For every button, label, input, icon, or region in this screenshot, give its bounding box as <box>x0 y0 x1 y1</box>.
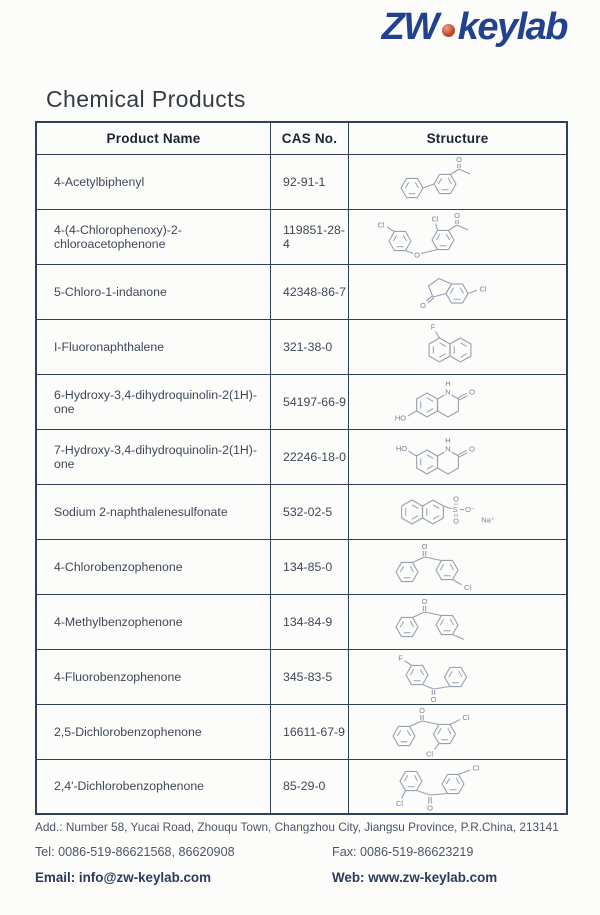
footer-tel-fax-row <box>35 845 575 859</box>
cas-number-cell: 134-84-9 <box>271 594 349 649</box>
table-header-row <box>36 122 567 154</box>
cas-number-cell: 119851-28-4 <box>271 209 349 264</box>
atom-label: O <box>413 250 420 259</box>
structure-cell <box>349 319 568 374</box>
table-row <box>36 319 567 374</box>
product-name-cell: 7-Hydroxy-3,4-dihydroquinolin-2(1H)-one <box>36 429 271 484</box>
product-name-cell: 4-(4-Chlorophenoxy)-2-chloroacetophenone <box>36 209 271 264</box>
table-row <box>36 704 567 759</box>
structure-cell <box>349 209 568 264</box>
atom-label: O <box>452 494 459 503</box>
footer-email: Email: info@zw-keylab.com <box>35 870 212 885</box>
page-title: Chemical Products <box>46 86 246 112</box>
structure-cell <box>349 594 568 649</box>
structure-sodium-2-naphthalenesulfonate-icon <box>352 486 564 538</box>
product-name-cell: 4-Acetylbiphenyl <box>36 154 271 209</box>
atom-label: O <box>418 705 425 715</box>
structure-4-chlorobenzophenone-icon <box>352 541 564 593</box>
cas-number-cell: 54197-66-9 <box>271 374 349 429</box>
atom-label: O <box>421 541 427 551</box>
structure-2,5-dichlorobenzophenone-icon <box>352 706 564 758</box>
table-row <box>36 539 567 594</box>
logo-text-zw: ZW <box>381 6 438 48</box>
footer-address: Add.: Number 58, Yucai Road, Zhouqu Town, Changzhou City, Jiangsu Province, P.R.China, 213141 <box>35 820 559 834</box>
atom-label: HO <box>395 443 407 453</box>
footer-tel: Tel: 0086-519-86621568, 86620908 <box>35 845 235 859</box>
atom-label: Cl <box>471 763 480 773</box>
structure-4-methylbenzophenone-icon <box>352 596 564 648</box>
column-header-product-name: Product Name <box>36 122 271 154</box>
cas-number-cell: 92-91-1 <box>271 154 349 209</box>
structure-1-fluoronaphthalene-icon <box>352 321 564 373</box>
atom-label: O <box>468 387 475 396</box>
cas-number-cell: 85-29-0 <box>271 759 349 814</box>
atom-label: F <box>430 322 435 331</box>
product-name-cell: 2,5-Dichlorobenzophenone <box>36 704 271 759</box>
structure-cell <box>349 429 568 484</box>
logo-dot-icon <box>442 24 455 37</box>
atom-label: O <box>452 516 459 525</box>
atom-label: Cl <box>425 749 433 758</box>
column-header-cas-no: CAS No. <box>271 122 349 154</box>
table-row <box>36 374 567 429</box>
table-row <box>36 649 567 704</box>
structure-4-acetylbiphenyl-icon <box>352 156 564 208</box>
structure-cell <box>349 484 568 539</box>
brand-logo <box>382 6 567 49</box>
footer-web: Web: www.zw-keylab.com <box>332 870 498 885</box>
footer-fax: Fax: 0086-519-86623219 <box>332 845 474 859</box>
atom-label: O <box>453 210 460 220</box>
structure-7-hydroxy-3,4-dihydroquinolin-2(1h)-one-icon <box>352 431 564 483</box>
atom-label: O⁻ <box>464 504 475 514</box>
table-row <box>36 759 567 814</box>
table-row <box>36 484 567 539</box>
atom-label: Cl <box>430 214 439 223</box>
structure-cell <box>349 759 568 814</box>
cas-number-cell: 345-83-5 <box>271 649 349 704</box>
structure-5-chloro-1-indanone-icon <box>352 266 564 318</box>
atom-label: Cl <box>376 220 385 229</box>
structure-4-(4-chlorophenoxy)-2-chloroacetophenone-icon <box>352 211 564 263</box>
product-name-cell: I-Fluoronaphthalene <box>36 319 271 374</box>
structure-6-hydroxy-3,4-dihydroquinolin-2(1h)-one-icon <box>352 376 564 428</box>
atom-label: Cl <box>463 582 471 592</box>
table-row <box>36 594 567 649</box>
cas-number-cell: 16611-67-9 <box>271 704 349 759</box>
structure-cell <box>349 539 568 594</box>
atom-label: O <box>426 803 433 813</box>
logo-text-keylab: keylab <box>457 6 567 48</box>
column-header-structure: Structure <box>349 122 568 154</box>
cas-number-cell: 532-02-5 <box>271 484 349 539</box>
products-table <box>35 121 568 815</box>
structure-2,4'-dichlorobenzophenone-icon <box>352 760 564 812</box>
cas-number-cell: 42348-86-7 <box>271 264 349 319</box>
structure-4-fluorobenzophenone-icon <box>352 651 564 703</box>
table-row <box>36 264 567 319</box>
atom-label: O <box>455 155 462 164</box>
atom-label: N <box>444 387 451 396</box>
product-name-cell: 2,4'-Dichlorobenzophenone <box>36 759 271 814</box>
product-name-cell: 4-Fluorobenzophenone <box>36 649 271 704</box>
structure-cell <box>349 154 568 209</box>
atom-label: HO <box>394 413 406 422</box>
table-row <box>36 209 567 264</box>
product-name-cell: 6-Hydroxy-3,4-dihydroquinolin-2(1H)-one <box>36 374 271 429</box>
table-row <box>36 154 567 209</box>
atom-label: F <box>397 653 403 662</box>
atom-label: Cl <box>461 712 470 722</box>
atom-label: Cl <box>395 799 403 809</box>
product-table-body <box>36 154 567 814</box>
atom-label: O <box>430 694 436 703</box>
cas-number-cell: 22246-18-0 <box>271 429 349 484</box>
atom-label: S <box>451 504 458 514</box>
cas-number-cell: 134-85-0 <box>271 539 349 594</box>
atom-label: O <box>468 444 475 453</box>
atom-label: Cl <box>478 284 487 293</box>
product-name-cell: Sodium 2-naphthalenesulfonate <box>36 484 271 539</box>
atom-label: H <box>444 378 451 388</box>
atom-label: N <box>444 444 451 453</box>
structure-cell <box>349 374 568 429</box>
structure-cell <box>349 704 568 759</box>
table-row <box>36 429 567 484</box>
atom-label: H <box>444 435 451 445</box>
atom-label: O <box>419 300 426 310</box>
atom-label: O <box>421 596 427 606</box>
footer-email-web-row <box>35 870 575 885</box>
product-name-cell: 4-Chlorobenzophenone <box>36 539 271 594</box>
cas-number-cell: 321-38-0 <box>271 319 349 374</box>
product-name-cell: 5-Chloro-1-indanone <box>36 264 271 319</box>
atom-label: Na⁺ <box>480 515 495 524</box>
structure-cell <box>349 649 568 704</box>
structure-cell <box>349 264 568 319</box>
product-name-cell: 4-Methylbenzophenone <box>36 594 271 649</box>
